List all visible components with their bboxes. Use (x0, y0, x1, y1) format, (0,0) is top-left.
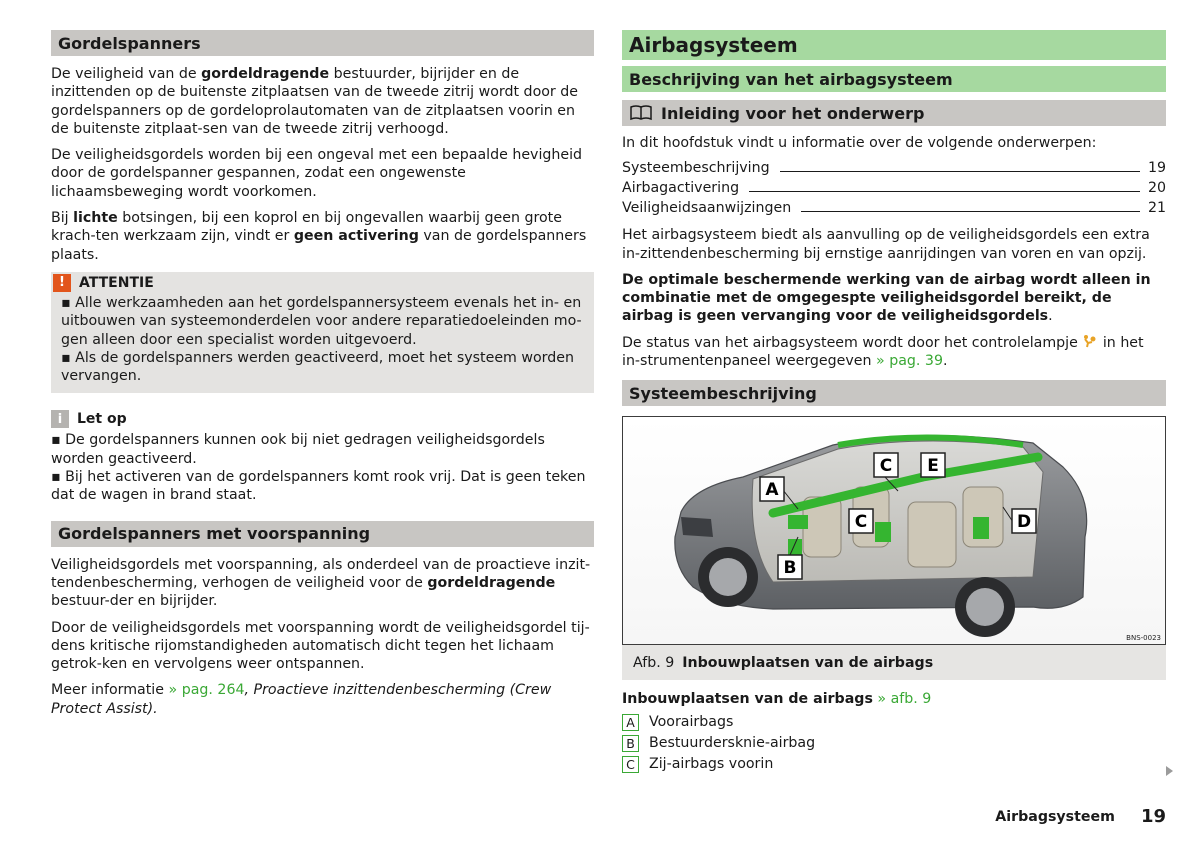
legend-text: Zij-airbags voorin (649, 756, 774, 773)
legend-item (622, 733, 1166, 754)
left-column (51, 30, 594, 726)
car-airbag-illustration (623, 417, 1165, 644)
text-run: bestuurder, bijrijder en de inzittenden op de buitenste zitplaatsen van de tweede zitrij wordt door de gordelspanners op de gordeloprolautomaten van de zitplaatsen voorin en de buitenste zitplaat-sen van de tweede zitrij verhoogd. (51, 66, 579, 137)
attention-header (51, 272, 584, 294)
text-run: Bij (51, 210, 74, 227)
toc-page: 21 (1147, 200, 1166, 217)
note-item-1: ▪ De gordelspanners kunnen ook bij niet gedragen veiligheidsgordels worden geactiveerd. (51, 432, 545, 467)
paragraph-more-info (51, 681, 594, 718)
toc-page: 20 (1147, 180, 1166, 197)
page-number: 19 (1140, 806, 1166, 827)
toc-page: 19 (1147, 160, 1166, 177)
legend-text: Bestuurdersknie-airbag (649, 735, 816, 752)
paragraph-gordelspanners-2: De veiligheidsgordels worden bij een ongeval met een bepaalde hevigheid door de gordelspanner gespannen, zodat een ongewenste lichaamsbeweging wordt voorkomen. (51, 147, 583, 200)
airbag-figure (622, 416, 1166, 645)
callout-a (760, 477, 784, 501)
chapter-title: Airbagsysteem (622, 30, 1166, 60)
callout-c-bottom (849, 509, 873, 533)
next-page-arrow-icon[interactable] (1166, 766, 1173, 776)
toc-label: Veiligheidsaanwijzingen (622, 200, 792, 217)
toc (622, 158, 1166, 218)
note-header (51, 409, 594, 429)
legend-key: C (622, 756, 639, 773)
text-run: bestuur-der en bijrijder. (51, 593, 218, 610)
section-heading-voorspanning: Gordelspanners met voorspanning (51, 521, 594, 547)
airbag-warning-light-icon (1082, 334, 1096, 348)
toc-row[interactable] (622, 158, 1166, 178)
toc-leader (780, 171, 1140, 172)
note-item-2: ▪ Bij het activeren van de gordelspanners komt rook vrij. Dat is geen teken dat de wagen in brand staat. (51, 469, 586, 504)
text-run: De veiligheid van de (51, 66, 202, 82)
figure-9-link[interactable]: » afb. 9 (877, 691, 932, 708)
system-description-heading: Systeembeschrijving (622, 380, 1166, 406)
text-run: van de gordelspanners plaats. (51, 228, 587, 263)
figure-code: BNS-0023 (1126, 634, 1161, 643)
bold-text: gordeldragende (201, 66, 330, 82)
info-icon: i (51, 410, 69, 428)
callout-d (1012, 509, 1036, 533)
intro-heading (622, 100, 1166, 126)
bold-text: geen activering (293, 228, 419, 245)
status-period: . (942, 353, 948, 370)
legend-heading (622, 690, 1166, 708)
page-39-link[interactable]: » pag. 39 (876, 353, 943, 370)
note-box (51, 409, 594, 504)
attention-title: ATTENTIE (79, 274, 154, 291)
warning-icon: ! (53, 274, 71, 292)
airbag-period: . (1048, 308, 1053, 325)
legend-item (622, 712, 1166, 733)
svg-text:B: B (783, 558, 797, 579)
legend-heading-text: Inbouwplaatsen van de airbags (622, 691, 873, 708)
paragraph-gordelspanners-1 (51, 65, 594, 138)
note-title: Let op (77, 411, 127, 428)
callout-b (778, 555, 802, 579)
legend-key: A (622, 714, 639, 731)
figure-caption-text: Inbouwplaatsen van de airbags (682, 654, 934, 671)
toc-label: Airbagactivering (622, 180, 740, 197)
intro-heading-text: Inleiding voor het onderwerp (661, 103, 925, 123)
callout-e (921, 453, 945, 477)
more-info-text: Meer informatie (51, 682, 169, 699)
toc-leader (801, 211, 1140, 212)
right-column (622, 30, 1166, 775)
svg-text:A: A (765, 480, 779, 501)
toc-row[interactable] (622, 198, 1166, 218)
page-footer (995, 806, 1166, 827)
toc-row[interactable] (622, 178, 1166, 198)
paragraph-gordelspanners-3 (51, 209, 594, 264)
figure-number: Afb. 9 (633, 654, 675, 671)
section-heading-gordelspanners: Gordelspanners (51, 30, 594, 56)
crew-protect-title: , Proactieve inzittendenbescherming (Crew Protect Assist). (51, 682, 552, 717)
section-title: Beschrijving van het airbagsysteem (622, 66, 1166, 92)
status-text-middle: in het in-strumentenpaneel weergegeven (622, 334, 1144, 370)
intro-text: In dit hoofdstuk vindt u informatie over de volgende onderwerpen: (622, 135, 1097, 151)
attention-box (51, 272, 594, 393)
paragraph-voorspanning-1 (51, 556, 594, 611)
legend-item (622, 754, 1166, 775)
attention-item-2: ▪ Als de gordelspanners werden geactiveerd, moet het systeem worden vervangen. (61, 349, 574, 385)
legend-text: Voorairbags (649, 714, 734, 731)
callout-c-top (874, 453, 898, 477)
toc-label: Systeembeschrijving (622, 160, 770, 177)
airbag-paragraph-1: Het airbagsysteem biedt als aanvulling op de veiligheidsgordels een extra in-zittendenbescherming bij ernstige aanrijdingen van voren en van opzij. (622, 227, 1150, 262)
bold-text: lichte (73, 210, 118, 227)
legend-list (622, 712, 1166, 775)
text-run: Veiligheidsgordels met voorspanning, als onderdeel van de proactieve inzit-tendenbescherming, verhogen de veiligheid voor de (51, 556, 591, 591)
svg-text:C: C (879, 456, 893, 477)
legend-key: B (622, 735, 639, 752)
text-run: botsingen, bij een koprol en bij ongevallen waarbij geen grote krach-ten werkzaam zijn, vindt er (51, 210, 562, 245)
svg-text:D: D (1016, 512, 1032, 533)
paragraph-voorspanning-2: Door de veiligheidsgordels met voorspanning wordt de veiligheidsgordel tij-dens kritische rijomstandigheden automatisch dicht tegen het lichaam getrok-ken en vervolgens weer ontspannen. (51, 619, 590, 673)
toc-leader (749, 191, 1140, 192)
svg-text:E: E (927, 456, 939, 477)
attention-item-1: ▪ Alle werkzaamheden aan het gordelspannersysteem evenals het in- en uitbouwen van systeemonderdelen voor andere reparatiedoeleinden mo-gen alleen door een specialist worden uitgevoerd. (61, 294, 582, 348)
airbag-bold-text: De optimale beschermende werking van de airbag wordt alleen in combinatie met de omgegespte veiligheidsgordel bereikt, de airbag is geen vervanging voor de veiligheidsgordels (622, 271, 1151, 325)
airbag-paragraph-3 (622, 334, 1166, 371)
figure-caption (622, 645, 1166, 680)
footer-section-title: Airbagsysteem (995, 808, 1115, 825)
bold-text: gordeldragende (427, 574, 556, 591)
book-icon (629, 104, 653, 122)
page-264-link[interactable]: » pag. 264 (168, 682, 245, 699)
airbag-paragraph-2 (622, 271, 1166, 326)
status-text-start: De status van het airbagsysteem wordt door het controlelampje (622, 334, 1083, 351)
svg-text:C: C (854, 512, 868, 533)
